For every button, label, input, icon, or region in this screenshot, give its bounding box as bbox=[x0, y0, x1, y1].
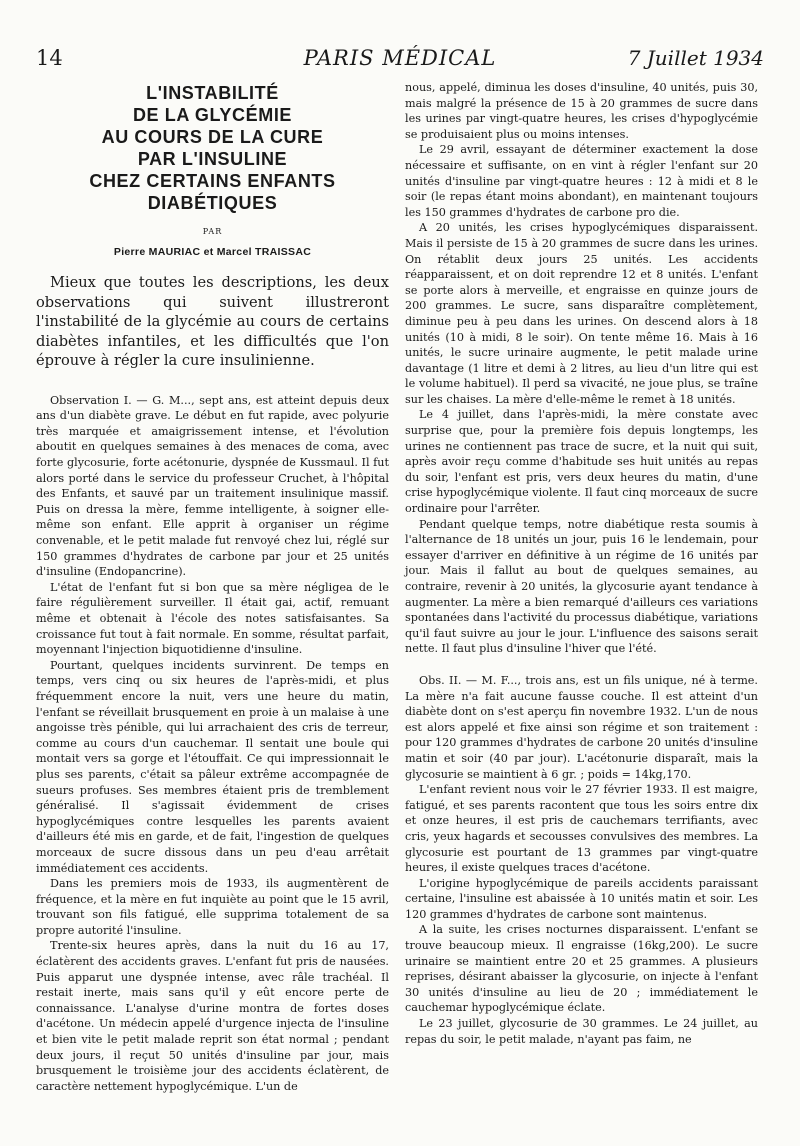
title-line: CHEZ CERTAINS ENFANTS bbox=[89, 171, 336, 191]
body-paragraph: A la suite, les crises nocturnes disparaissent. L'enfant se trouve beaucoup mieux. Il engraisse (16kg,200). Le sucre urinaire se maintient entre 20 et 25 grammes. A plusieurs reprises, désirant abaisser la glycosurie, on injecte à l'enfant 30 unités d'insuline au lieu de 20 ; immédiatement le cauchemar hypoglycémique éclate. bbox=[405, 923, 758, 1015]
body-paragraph: Le 29 avril, essayant de déterminer exactement la dose nécessaire et suffisante, on en vint à régler l'enfant sur 20 unités d'insuline par vingt-quatre heures : 12 à midi et 8 le soir (le repas étant moins abondant), en maintenant toujours les 150 grammes d'hydrates de carbone pro die. bbox=[405, 143, 758, 219]
body-paragraph: Obs. II. — M. F..., trois ans, est un fils unique, né à terme. La mère n'a fait aucune fausse couche. Il est atteint d'un diabète dont on s'est aperçu fin novembre 1932. L'un de nous est alors appelé et fixe ainsi son régime et son traitement : pour 120 grammes d'hydrates de carbone 20 unités d'insuline matin et soir (40 par jour). L'acétonurie disparaît, mais la glycosurie se maintient à 6 gr. ; poids = 14kg,170. bbox=[405, 673, 758, 781]
body-paragraph: Pourtant, quelques incidents survinrent. De temps en temps, vers cinq ou six heures de l'après-midi, et plus fréquemment encore la nuit, vers une heure du matin, l'enfant se réveillait brusquement en proie à un malaise à une angoisse très pénible, qui lui arrachaient des cris de terreur, comme au cours d'un cauchemar. Il sentait une boule qui montait vers sa gorge et l'étouffait. Ce qui impressionnait le plus ses parents, c'était sa pâleur extrême accompagnée de sueurs profuses. Ses membres étaient pris de tremblement généralisé. Il s'agissait évidemment de crises hypoglycémiques contre lesquelles les parents avaient d'ailleurs été mis en garde, et de fait, l'ingestion de quelques morceaux de sucre dissous dans un peu d'eau arrêtait immédiatement ces accidents. bbox=[36, 658, 389, 875]
left-column bbox=[36, 82, 389, 1094]
body-paragraph: Le 4 juillet, dans l'après-midi, la mère constate avec surprise que, pour la première fois depuis longtemps, les urines ne contiennent pas trace de sucre, et la nuit qui suit, après avoir reçu comme d'habitude ses huit unités au repas du soir, l'enfant est pris, vers deux heures du matin, d'une crise hypoglycémique violente. Il faut cinq morceaux de sucre ordinaire pour l'arrêter. bbox=[405, 408, 758, 516]
running-header bbox=[36, 46, 764, 80]
lead-paragraph: Mieux que toutes les descriptions, les deux observations qui suivent illustreront l'instabilité de la glycémie au cours de certains diabètes infantiles, et les difficultés que l'on éprouve à régler la cure insulinienne. bbox=[36, 274, 389, 370]
issue-date: 7 Juillet 1934 bbox=[627, 46, 764, 70]
body-paragraph: L'état de l'enfant fut si bon que sa mère négligea de le faire régulièrement surveiller. Il était gai, actif, remuant même et obtenait à l'école des notes satisfaisantes. Sa croissance fut tout à fait normale. En somme, résultat parfait, moyennant l'injection biquotidienne d'insuline. bbox=[36, 580, 389, 657]
right-column bbox=[405, 80, 758, 1047]
body-paragraph: Dans les premiers mois de 1933, ils augmentèrent de fréquence, et la mère en fut inquiète au point que le 15 avril, trouvant son fils fatigué, elle supprima totalement de sa propre autorité l'insuline. bbox=[36, 877, 389, 937]
authors: Pierre MAURIAC et Marcel TRAISSAC bbox=[113, 245, 312, 258]
title-line: L'INSTABILITÉ bbox=[146, 83, 279, 103]
body-paragraph: L'origine hypoglycémique de pareils accidents paraissant certaine, l'insuline est abaissée à 10 unités matin et soir. Les 120 grammes d'hydrates de carbone sont maintenus. bbox=[405, 876, 758, 921]
body-paragraph: A 20 unités, les crises hypoglycémiques disparaissent. Mais il persiste de 15 à 20 grammes de sucre dans les urines. On rétablit deux jours 25 unités. Les accidents réapparaissent, et on doit reprendre 12 et 8 unités. L'enfant se porte alors à merveille, et engraisse en quinze jours de 200 grammes. Le sucre, sans disparaître complètement, diminue peu à peu dans les urines. On descend alors à 18 unités (10 à midi, 8 le soir). On tente même 16. Mais à 16 unités, le sucre urinaire augmente, le petit malade urine davantage (1 litre et demi à 2 litres, au lieu d'un litre qui est le volume habituel). Il perd sa vivacité, ne joue plus, se traîne sur les chaises. La mère d'elle-même le remet à 18 unités. bbox=[405, 221, 758, 406]
title-line: PAR L'INSULINE bbox=[137, 149, 288, 169]
page-number: 14 bbox=[36, 46, 63, 70]
article-title bbox=[36, 82, 389, 214]
body-paragraph: Observation I. — G. M..., sept ans, est atteint depuis deux ans d'un diabète grave. Le début en fut rapide, avec polyurie très marquée et amaigrissement intense, et l'évolution aboutit en quelques semaines à des menaces de coma, avec forte glycosurie, forte acétonurie, dyspnée de Kussmaul. Il fut alors porté dans le service du professeur Cruchet, à l'hôpital des Enfants, et sauvé par un traitement insulinique massif. Puis on dressa la mère, femme intelligente, à soigner elle-même son enfant. Elle apprit à organiser un régime convenable, et le petit malade fut renvoyé chez lui, réglé sur 150 grammes d'hydrates de carbone par jour et 25 unités d'insuline (Endopancrine). bbox=[36, 393, 389, 579]
journal-title: PARIS MÉDICAL bbox=[303, 46, 497, 70]
body-paragraph: Le 23 juillet, glycosurie de 30 grammes. Le 24 juillet, au repas du soir, le petit malade, n'ayant pas faim, ne bbox=[405, 1017, 758, 1046]
body-paragraph: Pendant quelque temps, notre diabétique resta soumis à l'alternance de 18 unités un jour, puis 16 le lendemain, pour essayer d'arriver en définitive à un régime de 16 unités par jour. Mais il fallut au bout de quelques semaines, au contraire, revenir à 20 unités, la glycosurie ayant tendance à augmenter. La mère a bien remarqué d'ailleurs ces variations spontanées dans l'activité du processus diabétique, variations qu'il faut suivre au jour le jour. L'influence des saisons serait nette. Il faut plus d'insuline l'hiver que l'été. bbox=[405, 517, 758, 656]
body-paragraph: nous, appelé, diminua les doses d'insuline, 40 unités, puis 30, mais malgré la présence de 15 à 20 grammes de sucre dans les urines par vingt-quatre heures, les crises d'hypoglycémie se produisaient plus ou moins intenses. bbox=[405, 81, 758, 141]
body-paragraph: L'enfant revient nous voir le 27 février 1933. Il est maigre, fatigué, et ses parents racontent que tous les soirs entre dix et onze heures, il est pris de cauchemars terrifiants, avec cris, yeux hagards et secousses convulsives des membres. La glycosurie est pourtant de 13 grammes par vingt-quatre heures, il existe quelques traces d'acétone. bbox=[405, 783, 758, 875]
body-paragraph: Trente-six heures après, dans la nuit du 16 au 17, éclatèrent des accidents graves. L'enfant fut pris de nausées. Puis apparut une dyspnée intense, avec râle trachéal. Il restait inerte, mais sans qu'il y eût encore perte de connaissance. L'analyse d'urine montra de fortes doses d'acétone. Un médecin appelé d'urgence injecta de l'insuline et bien vite le petit malade reprit son état normal ; pendant deux jours, il reçut 50 unités d'insuline par jour, mais brusquement le troisième jour des accidents éclatèrent, de caractère nettement hypoglycémique. L'un de bbox=[36, 939, 389, 1093]
title-line: AU COURS DE LA CURE bbox=[101, 127, 324, 147]
title-line: DE LA GLYCÉMIE bbox=[132, 105, 293, 125]
title-line: DIABÉTIQUES bbox=[147, 193, 278, 213]
byline-par: PAR bbox=[202, 227, 223, 236]
